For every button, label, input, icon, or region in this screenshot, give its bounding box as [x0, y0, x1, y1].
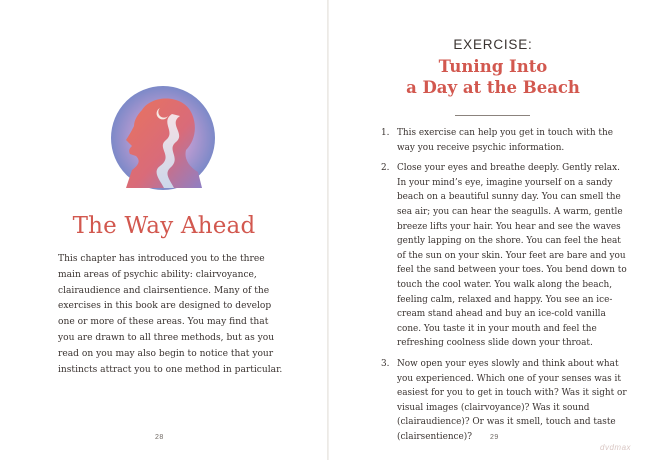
head-silhouette-moon-icon: [102, 80, 224, 202]
left-page: [0, 0, 328, 460]
exercise-title-line-2: a Day at the Beach: [406, 78, 580, 97]
step-text: Now open your eyes slowly and think about what you experienced. Which one of your senses was it easiest for you to get in touch with? Was it sight or visual images (clairvoyance)? Was it sound (clairaudience)? Or was it smell, touch and taste (clairsentience)?: [397, 358, 627, 442]
title-divider: [455, 115, 530, 116]
step-number: 2.: [381, 163, 390, 174]
step-text: This exercise can help you get in touch with the way you receive psychic information.: [397, 128, 613, 153]
step-number: 1.: [381, 128, 390, 138]
chapter-body-text: [58, 252, 286, 378]
exercise-title-line-1: Tuning Into: [438, 57, 548, 76]
page-number-left: 28: [155, 434, 164, 441]
exercise-step: [377, 126, 627, 155]
step-text: Close your eyes and breathe deeply. Gently relax. In your mind’s eye, imagine yourself on a sandy beach on a beautiful sunny day. You can smell the sea air; you can hear the seagulls. A warm, gentle breeze lifts your hair. You hear and see the waves gently lapping on the shore. You can feel the heat of the sun on your skin. Your feet are bare and you feel the sand between your toes. You bend down to touch the cool water. You walk along the beach, feeling calm, relaxed and happy. You see an ice-cream stand ahead and buy an ice-cold vanilla cone. You taste it in your mouth and feel the refreshing coolness slide down your throat.: [397, 163, 627, 349]
exercise-label: EXERCISE:: [453, 37, 533, 52]
watermark: dvdmax: [600, 443, 632, 452]
step-number: 3.: [381, 358, 390, 369]
chapter-title: The Way Ahead: [72, 213, 256, 239]
exercise-title: [329, 56, 657, 98]
exercise-step: [377, 357, 627, 445]
right-page: [329, 0, 657, 460]
exercise-step: [377, 161, 627, 351]
page-number-right: 29: [490, 434, 499, 441]
exercise-steps: [377, 126, 627, 450]
body-paragraph: This chapter has introduced you to the three main areas of psychic ability: clairvoyance, clairaudience and clairsentience. Many of the exercises in this book are designed to develop one or more of these areas. You may find that you are drawn to all three methods, but as you read on you may also begin to notice that your instincts attract you to one method in particular.: [58, 254, 283, 375]
